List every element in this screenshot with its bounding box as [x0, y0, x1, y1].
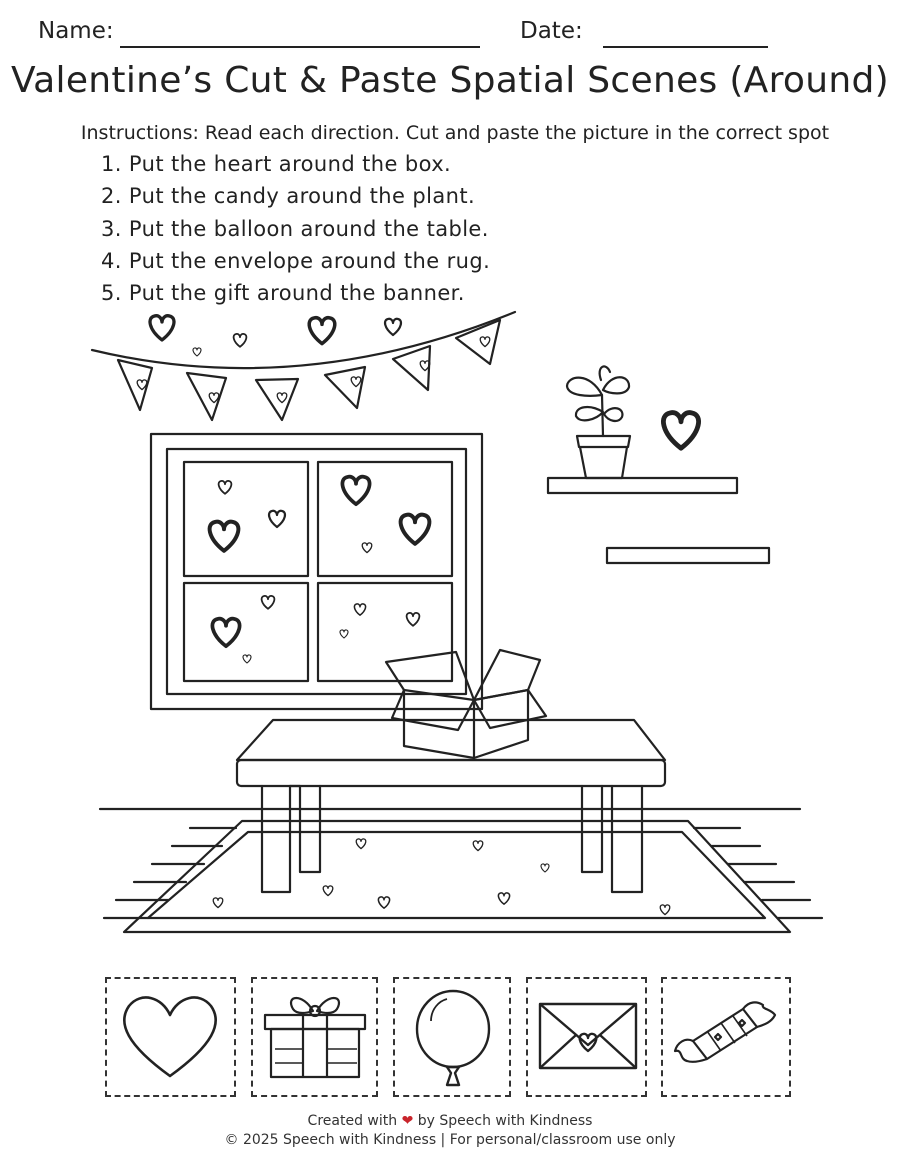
cutout-gift[interactable] — [251, 977, 378, 1097]
direction-item: 5. Put the gift around the banner. — [101, 281, 465, 306]
table-icon — [237, 720, 665, 892]
scene-illustration — [0, 300, 900, 940]
shelf-icon — [607, 548, 769, 563]
red-heart-icon: ❤ — [401, 1113, 414, 1129]
heart-icon — [107, 979, 234, 1095]
balloon-icon — [395, 979, 509, 1095]
cutout-balloon[interactable] — [393, 977, 511, 1097]
page-title: Valentine’s Cut & Paste Spatial Scenes (Around) — [11, 60, 889, 101]
direction-item: 3. Put the balloon around the table. — [101, 216, 489, 241]
envelope-icon — [528, 979, 645, 1095]
footer-copyright: © 2025 Speech with Kindness | For personal/classroom use only — [224, 1132, 676, 1148]
directions-list — [101, 148, 490, 309]
banner-icon — [92, 312, 515, 420]
instructions: Instructions: Read each direction. Cut and paste the picture in the correct spot — [80, 122, 830, 144]
cutout-candy[interactable] — [661, 977, 791, 1097]
footer-created-suffix: by Speech with Kindness — [417, 1113, 593, 1129]
candy-icon — [663, 979, 789, 1095]
cutout-envelope[interactable] — [526, 977, 647, 1097]
shelf-icon — [548, 478, 737, 493]
rug-icon — [104, 821, 822, 932]
date-line[interactable] — [603, 46, 768, 48]
name-line[interactable] — [120, 46, 480, 48]
direction-item: 1. Put the heart around the box. — [101, 152, 452, 176]
footer-credit — [0, 1113, 900, 1129]
name-label: Name: — [38, 18, 114, 44]
heart-icon — [663, 413, 698, 449]
footer-created-prefix: Created with — [307, 1113, 398, 1129]
gift-icon — [253, 979, 376, 1095]
direction-item: 2. Put the candy around the plant. — [101, 184, 476, 209]
cutout-heart[interactable] — [105, 977, 236, 1097]
window-icon — [151, 434, 482, 709]
date-label: Date: — [520, 18, 583, 44]
plant-icon — [567, 366, 630, 478]
direction-item: 4. Put the envelope around the rug. — [101, 248, 491, 273]
